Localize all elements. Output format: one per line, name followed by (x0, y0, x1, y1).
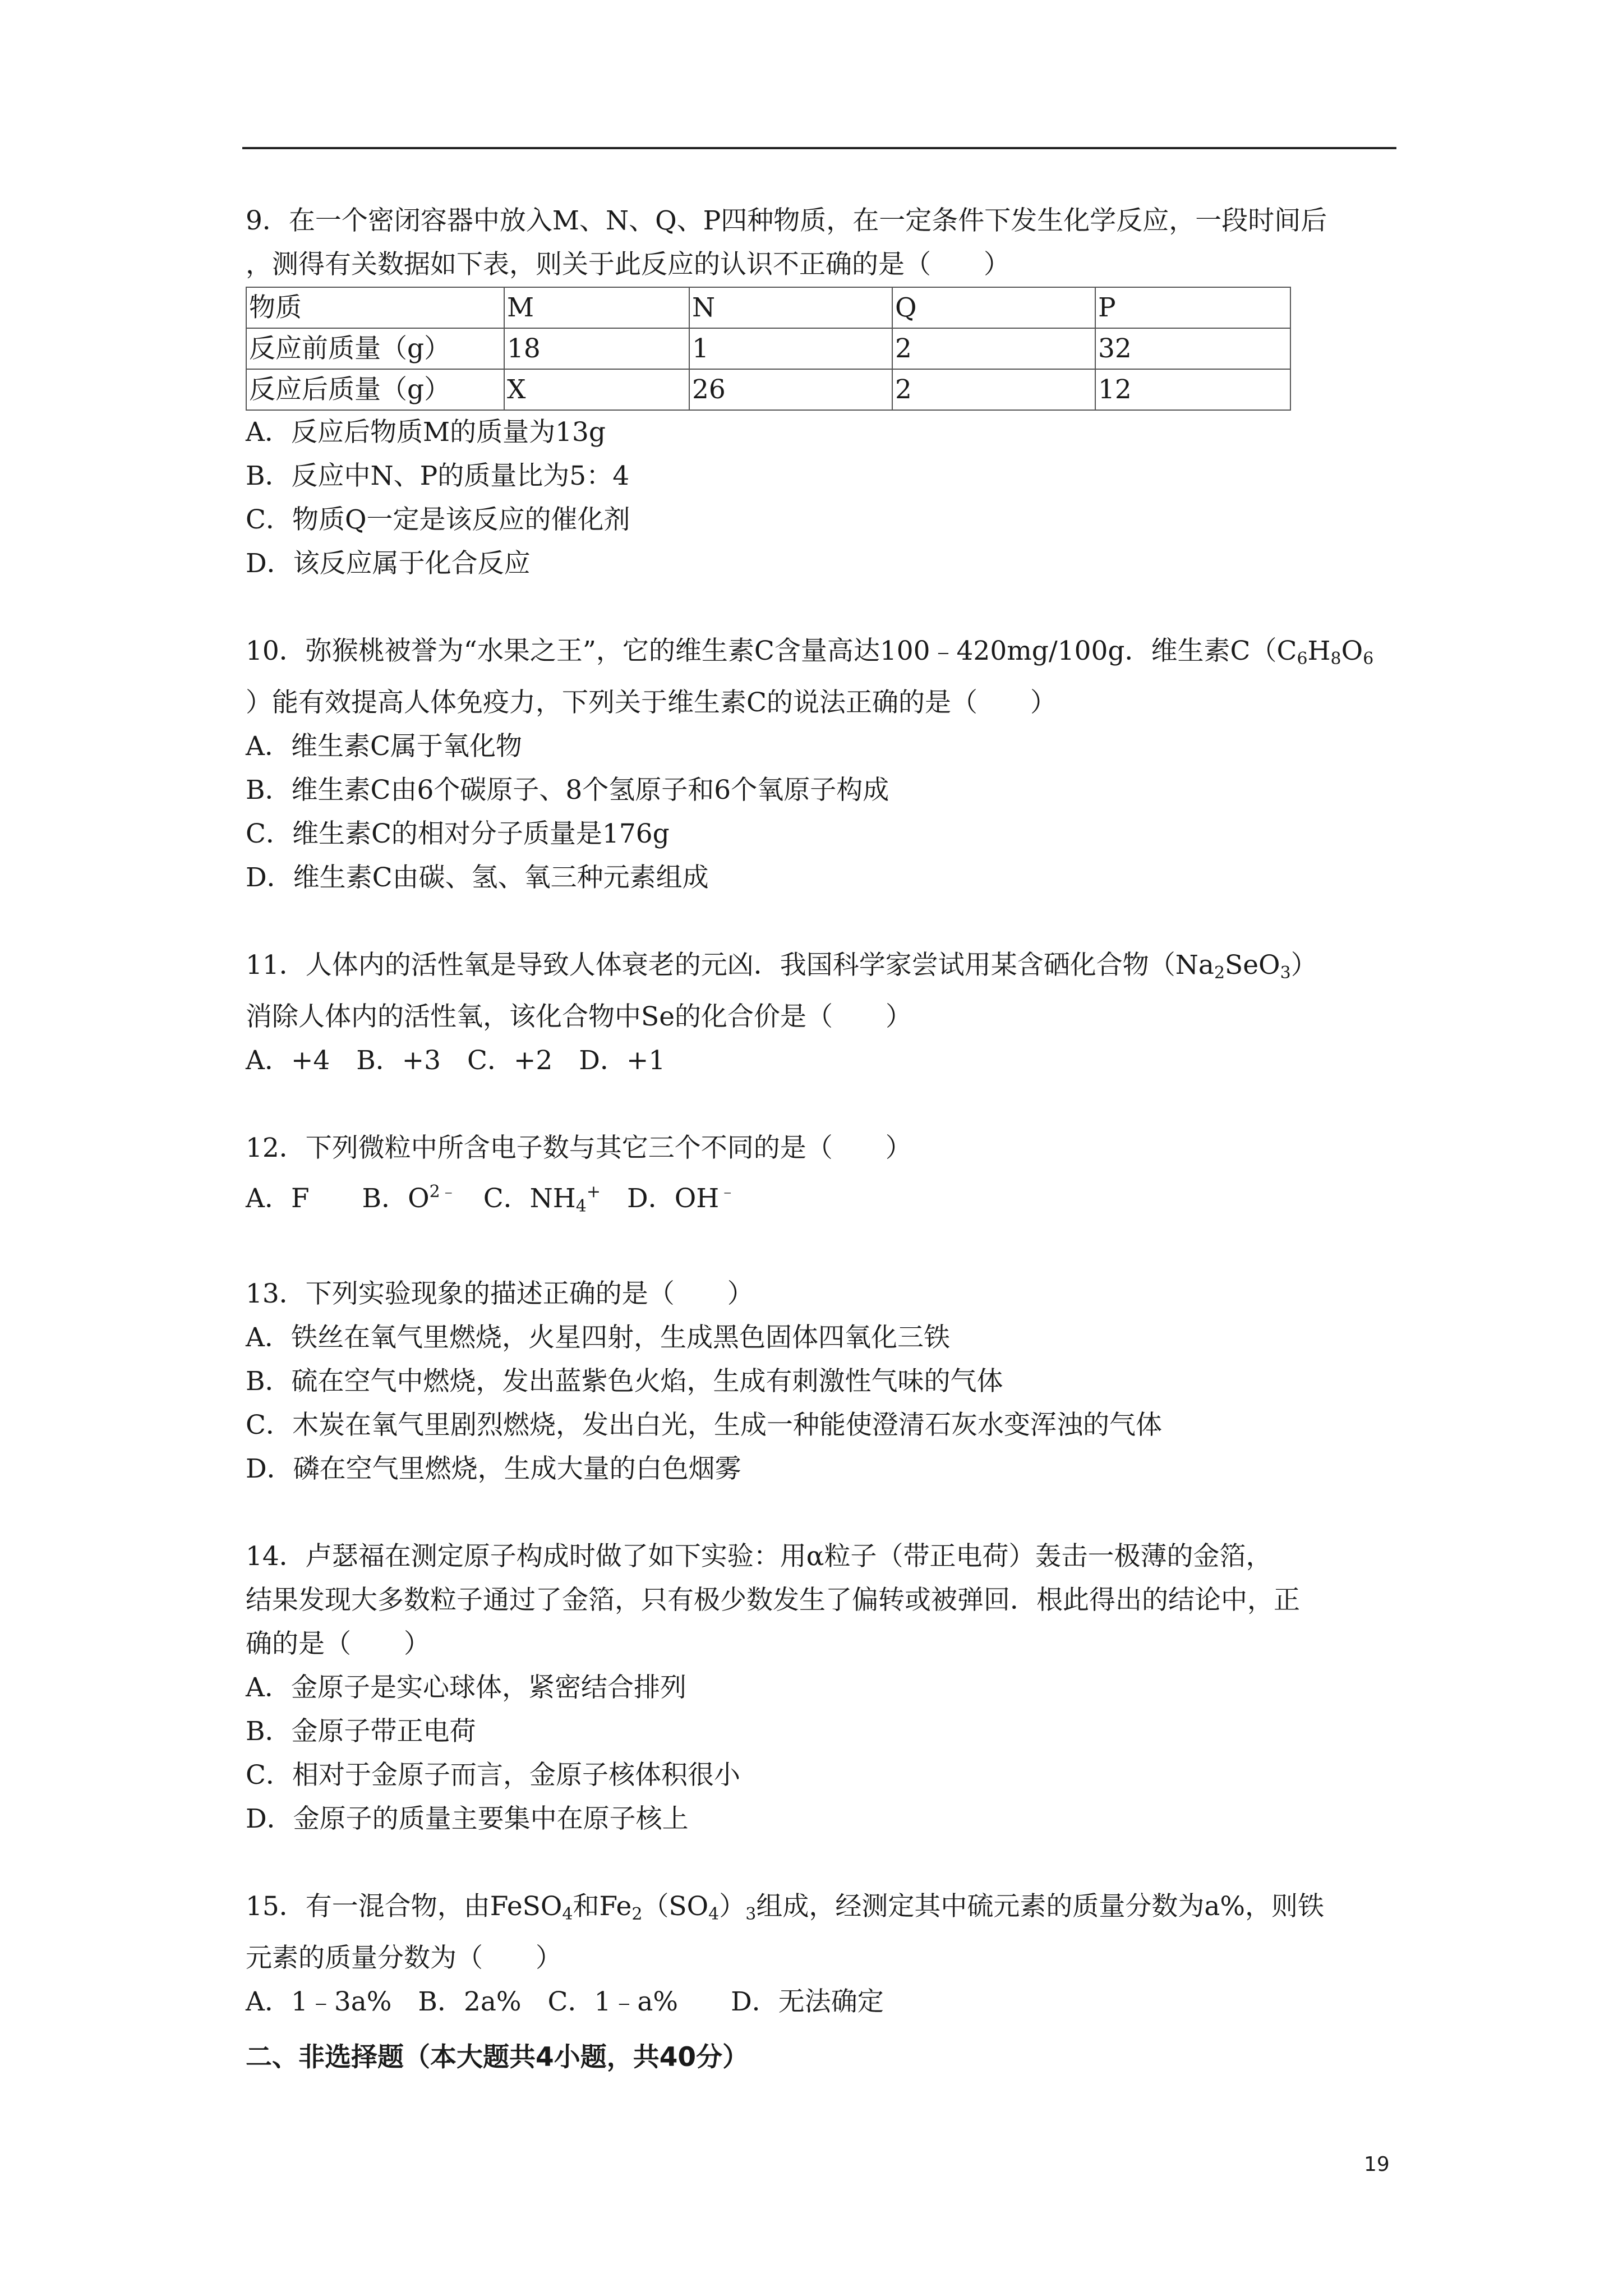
table-cell: 26 (689, 369, 892, 410)
option-a: A．反应后物质M的质量为13g (246, 417, 606, 448)
option-d: D．该反应属于化合反应 (246, 548, 531, 579)
option-d: D．磷在空气里燃烧，生成大量的白色烟雾 (246, 1453, 741, 1484)
table-cell: M (504, 287, 689, 328)
header-rule (242, 147, 1396, 149)
table-cell: 1 (689, 328, 892, 369)
option-b: B．硫在空气中燃烧，发出蓝紫色火焰，生成有刺激性气味的气体 (246, 1366, 1003, 1397)
table-cell: 18 (504, 328, 689, 369)
option-d: D．维生素C由碳、氢、氧三种元素组成 (246, 862, 709, 893)
question-stem-line: 9．在一个密闭容器中放入M、N、Q、P四种物质，在一定条件下发生化学反应，一段时间后 (246, 205, 1327, 236)
options-line: A．+4 B．+3 C．+2 D．+1 (246, 1045, 666, 1076)
option-b: B．反应中N、P的质量比为5：4 (246, 461, 630, 491)
question-stem-line: ，测得有关数据如下表，则关于此反应的认识不正确的是（ ） (246, 249, 1010, 280)
table-cell: 32 (1095, 328, 1290, 369)
question-stem-line: 13．下列实验现象的描述正确的是（ ） (246, 1278, 754, 1309)
table-cell: N (689, 287, 892, 328)
options-line: A．1﹣3a% B．2a% C．1﹣a% D．无法确定 (246, 1986, 884, 2017)
question-stem-line: ）能有效提高人体免疫力，下列关于维生素C的说法正确的是（ ） (246, 687, 1057, 718)
option-c: C．维生素C的相对分子质量是176g (246, 818, 670, 849)
option-b: B．金原子带正电荷 (246, 1716, 476, 1747)
table-cell: 12 (1095, 369, 1290, 410)
option-c: C．物质Q一定是该反应的催化剂 (246, 504, 630, 535)
table-cell: Q (892, 287, 1095, 328)
page-number: 19 (1364, 2153, 1390, 2176)
table-cell: 反应后质量（g） (246, 369, 504, 410)
data-table (246, 287, 1291, 411)
question-stem-line: 11．人体内的活性氧是导致人体衰老的元凶．我国科学家尝试用某含硒化合物$(Na_2SeO_3)$ (246, 950, 1317, 983)
option-d: D．金原子的质量主要集中在原子核上 (246, 1803, 689, 1834)
question-stem-line: 结果发现大多数粒子通过了金箔，只有极少数发生了偏转或被弹回．根此得出的结论中，正 (246, 1585, 1300, 1616)
table-cell: 反应前质量（g） (246, 328, 504, 369)
question-stem-line: 确的是（ ） (246, 1628, 430, 1659)
options-line: A．F B．$O^{2﹣}$ C．$NH_4^+$ D．OH﹣ (246, 1182, 736, 1216)
question-11 (246, 944, 1396, 1083)
question-14 (246, 1535, 1396, 1841)
stem-text: 10．弥猴桃被誉为“水果之王”，它的维生素C含量高达100﹣420mg/100g．维生素C（ (246, 636, 1277, 666)
question-stem-line (246, 629, 1396, 681)
question-stem-line: 12．下列微粒中所含电子数与其它三个不同的是（ ） (246, 1133, 912, 1163)
table-header-row (246, 287, 1290, 328)
table-cell: 2 (892, 328, 1095, 369)
question-9 (246, 199, 1396, 586)
question-13 (246, 1272, 1396, 1491)
question-stem-line: 15．有一混合物，由FeSO$_4$和$Fe_2(SO_4)_3$组成，经测定其中硫元素的质量分数为a%，则铁 (246, 1891, 1325, 1924)
formula: $C_6H_8O_6$ (1276, 636, 1374, 669)
option-a: A．铁丝在氧气里燃烧，火星四射，生成黑色固体四氧化三铁 (246, 1322, 950, 1353)
option-a: A．金原子是实心球体，紧密结合排列 (246, 1672, 686, 1703)
option-c: C．相对于金原子而言，金原子核体积很小 (246, 1760, 740, 1791)
table-row (246, 369, 1290, 410)
table-cell: P (1095, 287, 1290, 328)
question-list (246, 199, 1396, 2068)
table-cell: 2 (892, 369, 1095, 410)
option-a: A．维生素C属于氧化物 (246, 731, 522, 762)
question-stem-line: 消除人体内的活性氧，该化合物中Se的化合价是（ ） (246, 1001, 912, 1032)
question-stem-line: 元素的质量分数为（ ） (246, 1943, 562, 1973)
question-12 (246, 1126, 1396, 1228)
table-cell: 物质 (246, 287, 504, 328)
question-15 (246, 1885, 1396, 2024)
section-title: 二、非选择题（本大题共4小题，共40分） (246, 2042, 749, 2073)
table-row (246, 328, 1290, 369)
question-stem-line: 14．卢瑟福在测定原子构成时做了如下实验：用α粒子（带正电荷）轰击一极薄的金箔， (246, 1541, 1272, 1572)
question-10 (246, 629, 1396, 900)
option-b: B．维生素C由6个碳原子、8个氢原子和6个氧原子构成 (246, 775, 889, 806)
table-cell: X (504, 369, 689, 410)
option-c: C．木炭在氧气里剧烈燃烧，发出白光，生成一种能使澄清石灰水变浑浊的气体 (246, 1410, 1162, 1441)
